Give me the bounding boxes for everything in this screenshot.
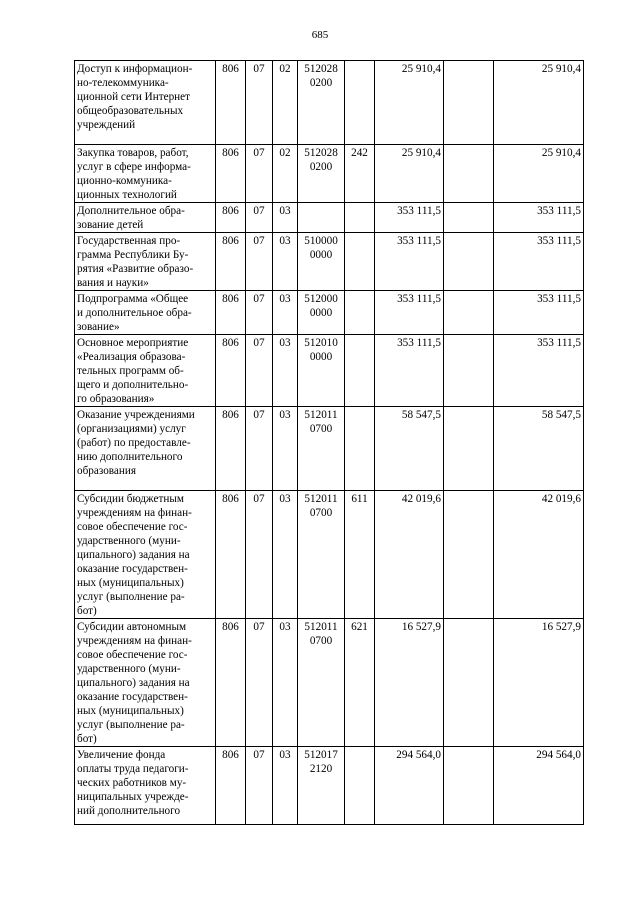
cell-blank xyxy=(444,145,494,203)
cell-amount-b: 16 527,9 xyxy=(494,619,584,747)
cell-blank xyxy=(444,407,494,491)
cell-type xyxy=(345,203,375,233)
cell-subsection: 02 xyxy=(273,145,298,203)
cell-subsection: 03 xyxy=(273,233,298,291)
cell-target: 512000 0000 xyxy=(298,291,345,335)
cell-name: Закупка товаров, работ, услуг в сфере информа- ционно-коммуника- ционных технологий xyxy=(75,145,216,203)
cell-amount-b: 58 547,5 xyxy=(494,407,584,491)
cell-subsection: 03 xyxy=(273,491,298,619)
cell-amount-a: 42 019,6 xyxy=(375,491,444,619)
cell-section: 07 xyxy=(246,491,273,619)
cell-section: 07 xyxy=(246,619,273,747)
cell-name: Увеличение фонда оплаты труда педагоги- ческих работников му- ниципальных учрежде- ний дополнительного xyxy=(75,747,216,825)
cell-type: 621 xyxy=(345,619,375,747)
cell-blank xyxy=(444,233,494,291)
cell-section: 07 xyxy=(246,291,273,335)
cell-amount-b: 294 564,0 xyxy=(494,747,584,825)
cell-subsection: 03 xyxy=(273,619,298,747)
cell-amount-b: 25 910,4 xyxy=(494,145,584,203)
cell-blank xyxy=(444,291,494,335)
cell-section: 07 xyxy=(246,407,273,491)
cell-blank xyxy=(444,335,494,407)
cell-type xyxy=(345,291,375,335)
cell-amount-a: 294 564,0 xyxy=(375,747,444,825)
cell-name: Государственная про- грамма Республики Бу- рятия «Развитие образо- вания и науки» xyxy=(75,233,216,291)
cell-type xyxy=(345,747,375,825)
cell-amount-b: 353 111,5 xyxy=(494,203,584,233)
table-row xyxy=(75,619,584,747)
cell-amount-b: 353 111,5 xyxy=(494,291,584,335)
cell-target: 512011 0700 xyxy=(298,491,345,619)
cell-subsection: 03 xyxy=(273,747,298,825)
cell-ministry: 806 xyxy=(216,407,246,491)
cell-type xyxy=(345,61,375,145)
cell-blank xyxy=(444,619,494,747)
cell-ministry: 806 xyxy=(216,291,246,335)
page-number: 685 xyxy=(311,29,329,41)
table-row xyxy=(75,291,584,335)
cell-type: 242 xyxy=(345,145,375,203)
cell-section: 07 xyxy=(246,145,273,203)
cell-ministry: 806 xyxy=(216,335,246,407)
cell-amount-b: 353 111,5 xyxy=(494,233,584,291)
cell-name: Дополнительное обра- зование детей xyxy=(75,203,216,233)
cell-section: 07 xyxy=(246,233,273,291)
cell-target: 512011 0700 xyxy=(298,407,345,491)
cell-ministry: 806 xyxy=(216,233,246,291)
cell-name: Субсидии автономным учреждениям на финан- совое обеспечение гос- ударственного (муни- ципального) задания на оказание государствен- ных (муниципальных) услуг (выполнение ра- бот) xyxy=(75,619,216,747)
cell-blank xyxy=(444,61,494,145)
cell-ministry: 806 xyxy=(216,61,246,145)
cell-amount-a: 353 111,5 xyxy=(375,203,444,233)
table-row xyxy=(75,335,584,407)
cell-type: 611 xyxy=(345,491,375,619)
table-row xyxy=(75,145,584,203)
cell-target: 510000 0000 xyxy=(298,233,345,291)
cell-name: Доступ к информацион- но-телекоммуника- ционной сети Интернет общеобразовательных учреждений xyxy=(75,61,216,145)
cell-ministry: 806 xyxy=(216,747,246,825)
cell-amount-a: 353 111,5 xyxy=(375,291,444,335)
table-row xyxy=(75,747,584,825)
cell-target: 512011 0700 xyxy=(298,619,345,747)
cell-subsection: 02 xyxy=(273,61,298,145)
cell-amount-a: 58 547,5 xyxy=(375,407,444,491)
cell-ministry: 806 xyxy=(216,145,246,203)
cell-type xyxy=(345,233,375,291)
cell-target: 512010 0000 xyxy=(298,335,345,407)
cell-name: Подпрограмма «Общее и дополнительное обра- зование» xyxy=(75,291,216,335)
cell-section: 07 xyxy=(246,61,273,145)
cell-section: 07 xyxy=(246,335,273,407)
table-row xyxy=(75,203,584,233)
cell-subsection: 03 xyxy=(273,335,298,407)
table-row xyxy=(75,233,584,291)
cell-amount-a: 25 910,4 xyxy=(375,61,444,145)
cell-target xyxy=(298,203,345,233)
cell-blank xyxy=(444,203,494,233)
cell-ministry: 806 xyxy=(216,203,246,233)
cell-subsection: 03 xyxy=(273,407,298,491)
cell-blank xyxy=(444,747,494,825)
cell-section: 07 xyxy=(246,747,273,825)
cell-section: 07 xyxy=(246,203,273,233)
cell-name: Оказание учреждениями (организациями) услуг (работ) по предоставле- нию дополнительного образования xyxy=(75,407,216,491)
table-row xyxy=(75,407,584,491)
cell-subsection: 03 xyxy=(273,203,298,233)
cell-name: Субсидии бюджетным учреждениям на финан- совое обеспечение гос- ударственного (муни- ципального) задания на оказание государствен- ных (муниципальных) услуг (выполнение ра- бот) xyxy=(75,491,216,619)
cell-target: 512028 0200 xyxy=(298,145,345,203)
cell-ministry: 806 xyxy=(216,491,246,619)
cell-blank xyxy=(444,491,494,619)
table-row xyxy=(75,61,584,145)
cell-amount-a: 16 527,9 xyxy=(375,619,444,747)
cell-amount-b: 42 019,6 xyxy=(494,491,584,619)
cell-type xyxy=(345,407,375,491)
cell-ministry: 806 xyxy=(216,619,246,747)
cell-amount-b: 353 111,5 xyxy=(494,335,584,407)
cell-amount-a: 353 111,5 xyxy=(375,335,444,407)
cell-target: 512017 2120 xyxy=(298,747,345,825)
cell-amount-a: 25 910,4 xyxy=(375,145,444,203)
cell-target: 512028 0200 xyxy=(298,61,345,145)
cell-subsection: 03 xyxy=(273,291,298,335)
cell-name: Основное мероприятие «Реализация образова- тельных программ об- щего и дополнительно- го образования» xyxy=(75,335,216,407)
budget-table xyxy=(74,60,584,825)
table-row xyxy=(75,491,584,619)
cell-amount-b: 25 910,4 xyxy=(494,61,584,145)
cell-type xyxy=(345,335,375,407)
cell-amount-a: 353 111,5 xyxy=(375,233,444,291)
